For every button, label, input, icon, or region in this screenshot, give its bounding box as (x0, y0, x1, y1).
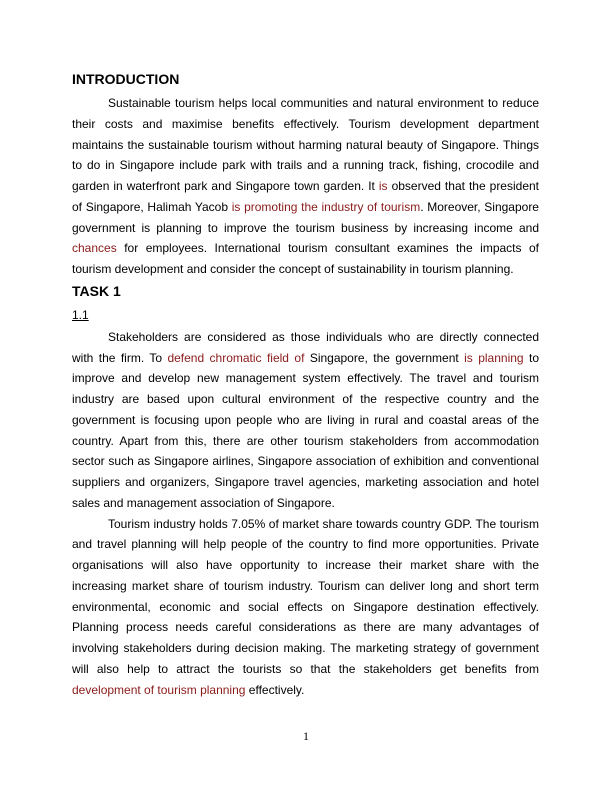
highlighted-text: is planning (464, 350, 524, 365)
text-segment: Singapore, the government (304, 350, 465, 365)
page-number: 1 (303, 729, 309, 743)
highlighted-text: chances (72, 241, 117, 256)
introduction-heading: INTRODUCTION (72, 71, 180, 87)
text-segment: for employees. International tourism consultant examines the impacts of tourism development and consider the concept of sustainability in tourism planning. (72, 241, 539, 276)
tourism-industry-paragraph (72, 514, 539, 701)
document-page (72, 70, 539, 700)
text-segment: to improve and develop new management system effectively. The travel and tourism industry are based upon cultural environment of the respective country and the government is focusing upon people who are living in rural and coastal areas of the country. Apart from this, there are other tourism stakeholders from accommodation sector such as Singapore airlines, Singapore association of exhibition and conventional suppliers and organizers, Singapore travel agencies, marketing association and hotel sales and management association of Singapore. (72, 350, 540, 510)
text-segment: Tourism industry holds 7.05% of market share towards country GDP. The tourism and travel planning will help people of the country to find more opportunities. Private organisations will also have opportunity to increase their market share with the increasing market share of tourism industry. Tourism can deliver long and short term environmental, economic and social effects on Singapore destination effectively. Planning process needs careful considerations as there are many advantages of involving stakeholders during decision making. The marketing strategy of government will also help to attract the tourists so that the stakeholders get benefits from (72, 516, 539, 676)
text-segment: effectively. (245, 682, 305, 697)
highlighted-text: defend chromatic field of (167, 350, 305, 365)
highlighted-text: is promoting the industry of tourism (231, 199, 421, 214)
text-segment: Stakeholders are considered as those individuals who are directly connected with the firm. To (72, 329, 539, 365)
text-segment: Sustainable tourism helps local communities and natural environment to reduce their costs and maximise benefits effectively. Tourism development department maintains the sustainable tourism without harming natural beauty of Singapore. Things to do in Singapore include park with trails and a running track, fishing, crocodile and garden in waterfront park and Singapore town garden. It (72, 96, 539, 193)
task1-heading: TASK 1 (72, 282, 121, 299)
text-segment: observed that the president of Singapore, Halimah Yacob (72, 179, 540, 214)
introduction-paragraph (72, 93, 539, 280)
stakeholders-paragraph (72, 327, 539, 514)
section-number-1-1: 1.1 (72, 307, 89, 322)
text-segment: . Moreover, Singapore government is planning to improve the tourism business by increasing income and (72, 199, 539, 235)
highlighted-text: development of tourism planning (72, 682, 246, 697)
highlighted-text: is (378, 179, 388, 193)
